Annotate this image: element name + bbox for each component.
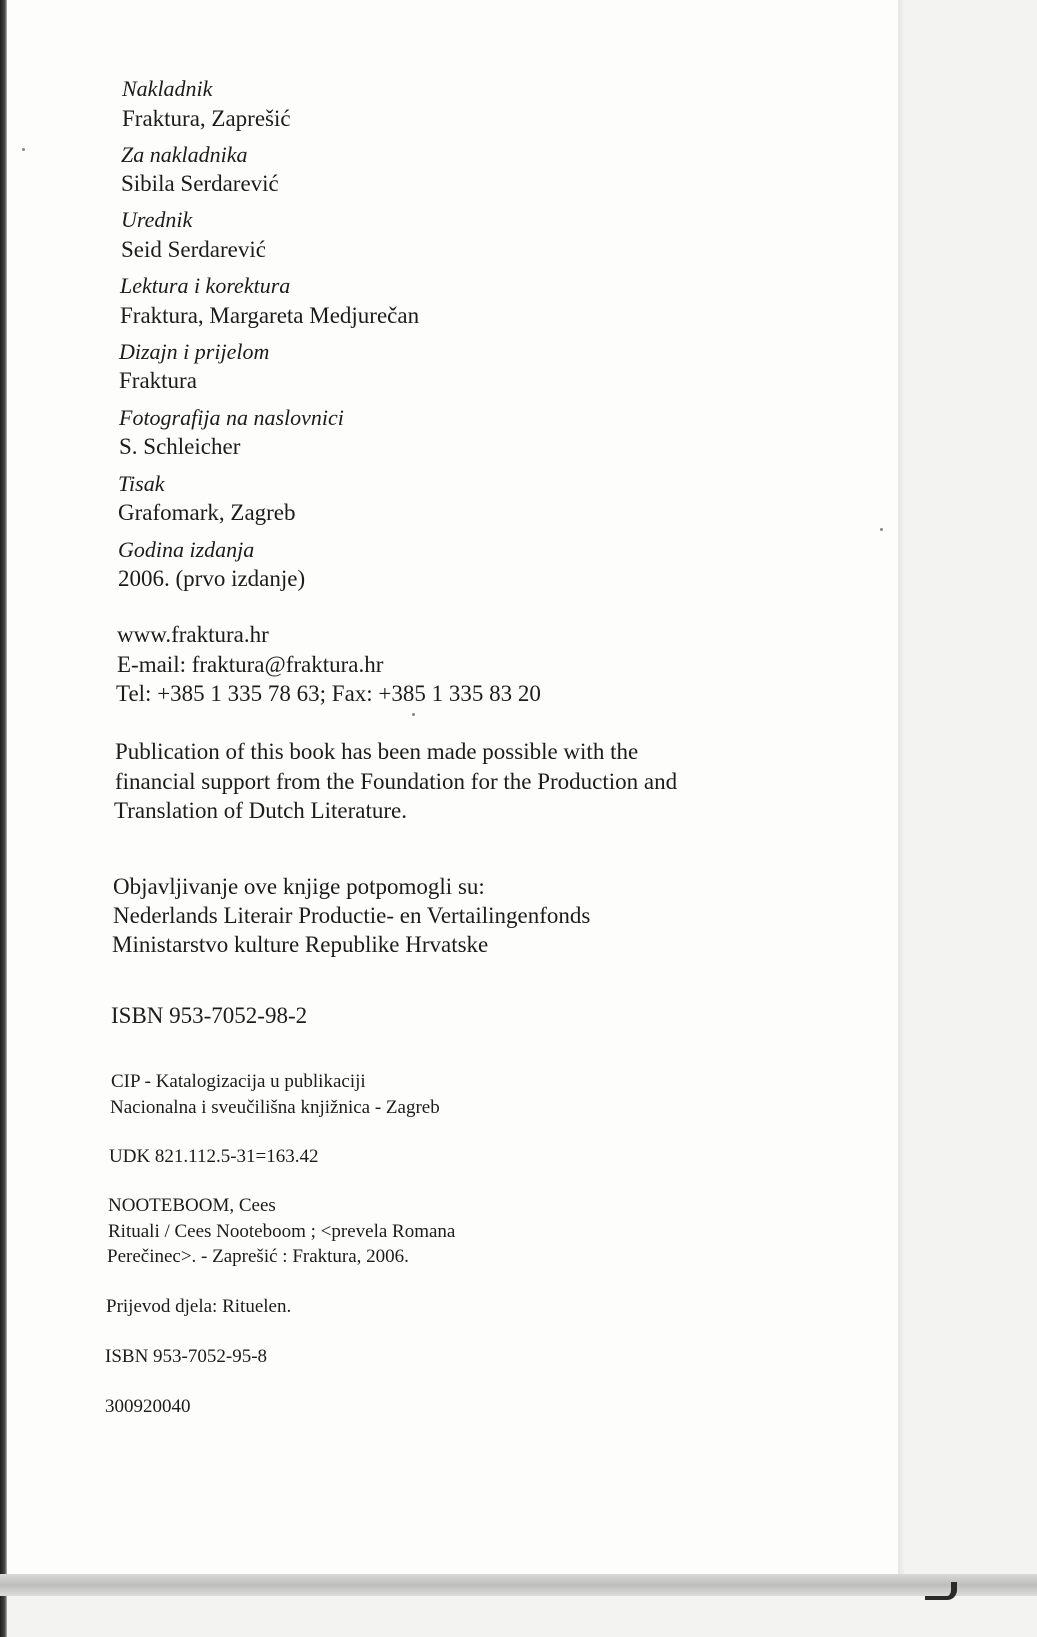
credit-value-for-publisher: Sibila Serdarević: [121, 171, 279, 196]
support-hr-line: Objavljivanje ove knjige potpomogli su:: [113, 874, 485, 899]
isbn-main: ISBN 953-7052-98-2: [111, 1003, 308, 1028]
website-link[interactable]: www.fraktura.hr: [117, 622, 269, 647]
credit-label-editor: Urednik: [121, 207, 193, 232]
credit-value-cover-photo: S. Schleicher: [119, 434, 241, 459]
credit-label-proofreading: Lektura i korektura: [120, 273, 291, 298]
credit-label-publisher: Nakladnik: [122, 76, 213, 101]
credit-value-publisher: Fraktura, Zaprešić: [122, 106, 291, 131]
cip-entry-line: NOOTEBOOM, Cees: [108, 1195, 276, 1216]
credit-label-print: Tisak: [118, 471, 165, 496]
credit-value-design: Fraktura: [119, 368, 197, 393]
cip-header-line: CIP - Katalogizacija u publikaciji: [111, 1071, 366, 1092]
cip-number: 300920040: [105, 1396, 191, 1417]
scan-speck: [22, 148, 25, 151]
credit-value-year: 2006. (prvo izdanje): [118, 566, 306, 591]
scan-speck: [412, 713, 415, 716]
credit-label-design: Dizajn i prijelom: [119, 339, 270, 364]
support-hr-line: Nederlands Literair Productie- en Vertailingenfonds: [113, 903, 591, 928]
credit-label-year: Godina izdanja: [118, 537, 255, 562]
page-curl-icon: [925, 1582, 957, 1600]
phone-fax: Tel: +385 1 335 78 63; Fax: +385 1 335 83 20: [116, 681, 541, 706]
cip-udk: UDK 821.112.5-31=163.42: [109, 1146, 319, 1167]
cip-isbn: ISBN 953-7052-95-8: [105, 1346, 268, 1367]
credit-label-cover-photo: Fotografija na naslovnici: [119, 405, 344, 430]
credit-value-proofreading: Fraktura, Margareta Medjurečan: [120, 303, 420, 328]
cip-entry-line: Perečinec>. - Zaprešić : Fraktura, 2006.: [107, 1246, 409, 1267]
support-hr-line: Ministarstvo kulture Republike Hrvatske: [112, 932, 489, 957]
credit-value-editor: Seid Serdarević: [121, 237, 266, 262]
support-en-line: financial support from the Foundation for the Production and: [115, 769, 678, 794]
cip-original-title: Prijevod djela: Rituelen.: [106, 1296, 292, 1317]
cip-header-line: Nacionalna i sveučilišna knjižnica - Zagreb: [110, 1097, 440, 1118]
email-link[interactable]: E-mail: fraktura@fraktura.hr: [117, 652, 384, 677]
credit-label-for-publisher: Za nakladnika: [121, 142, 248, 167]
cip-entry-line: Rituali / Cees Nooteboom ; <prevela Romana: [108, 1221, 456, 1242]
credit-value-print: Grafomark, Zagreb: [118, 500, 296, 525]
scan-speck: [880, 528, 883, 531]
support-en-line: Publication of this book has been made possible with the: [115, 739, 639, 764]
support-en-line: Translation of Dutch Literature.: [114, 798, 407, 823]
